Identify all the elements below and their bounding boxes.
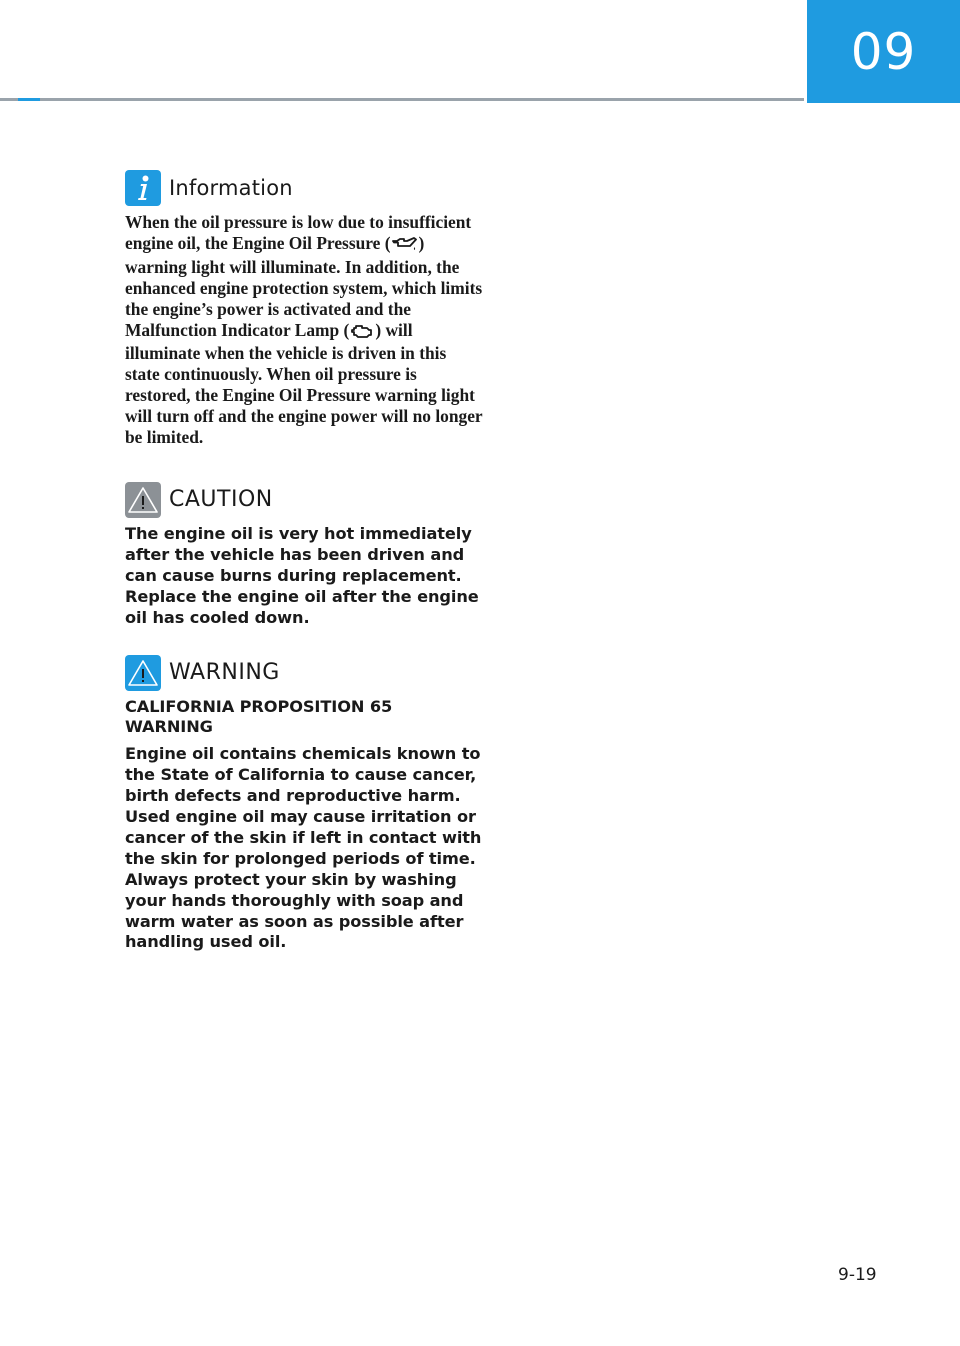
engine-check-icon [350, 323, 374, 344]
information-text [125, 212, 485, 448]
information-text-part-2: ) warning light will illuminate. In addition, the enhanced engine protection system, which limits the engine’s power is activated and the Malfunction Indicator Lamp ( [125, 232, 483, 340]
warning-text: Engine oil contains chemicals known to the State of California to cause cancer, birth defects and reproductive harm. Used engine oil may cause irritation or cancer of the skin if left in contact with the skin for prolonged periods of time. Always protect your skin by washing your hands thoroughly with soap and warm water as soon as possible after handling used oil. [125, 744, 482, 952]
warning-triangle-icon [125, 482, 161, 518]
information-text-part-1: When the oil pressure is low due to insufficient engine oil, the Engine Oil Pressure ( [125, 212, 472, 253]
header-rule [0, 98, 804, 101]
header-rule-accent [18, 98, 40, 101]
warning-subtitle: CALIFORNIA PROPOSITION 65 WARNING [125, 696, 393, 737]
info-icon [125, 170, 161, 206]
oil-pressure-icon [392, 236, 418, 257]
information-text-part-3: ) will illuminate when the vehicle is driven in this state continuously. When oil pressure is restored, the Engine Oil Pressure warning light will turn off and the engine power will no longer be limited. [125, 319, 483, 448]
information-section [125, 170, 485, 448]
caution-section [125, 482, 485, 629]
warning-header [125, 655, 485, 691]
page-number: 9-19 [838, 1265, 877, 1285]
caution-header [125, 482, 485, 518]
caution-title: CAUTION [169, 487, 273, 513]
warning-section [125, 655, 485, 954]
page-content [125, 170, 485, 979]
caution-text: The engine oil is very hot immediately after the vehicle has been driven and can cause burns during replacement. Replace the engine oil after the engine oil has cooled down. [125, 523, 479, 627]
chapter-tab [807, 0, 960, 103]
information-header [125, 170, 485, 206]
warning-title: WARNING [169, 660, 280, 685]
chapter-number: 09 [850, 22, 917, 81]
information-title: Information [169, 176, 293, 200]
warning-triangle-icon [125, 655, 161, 691]
